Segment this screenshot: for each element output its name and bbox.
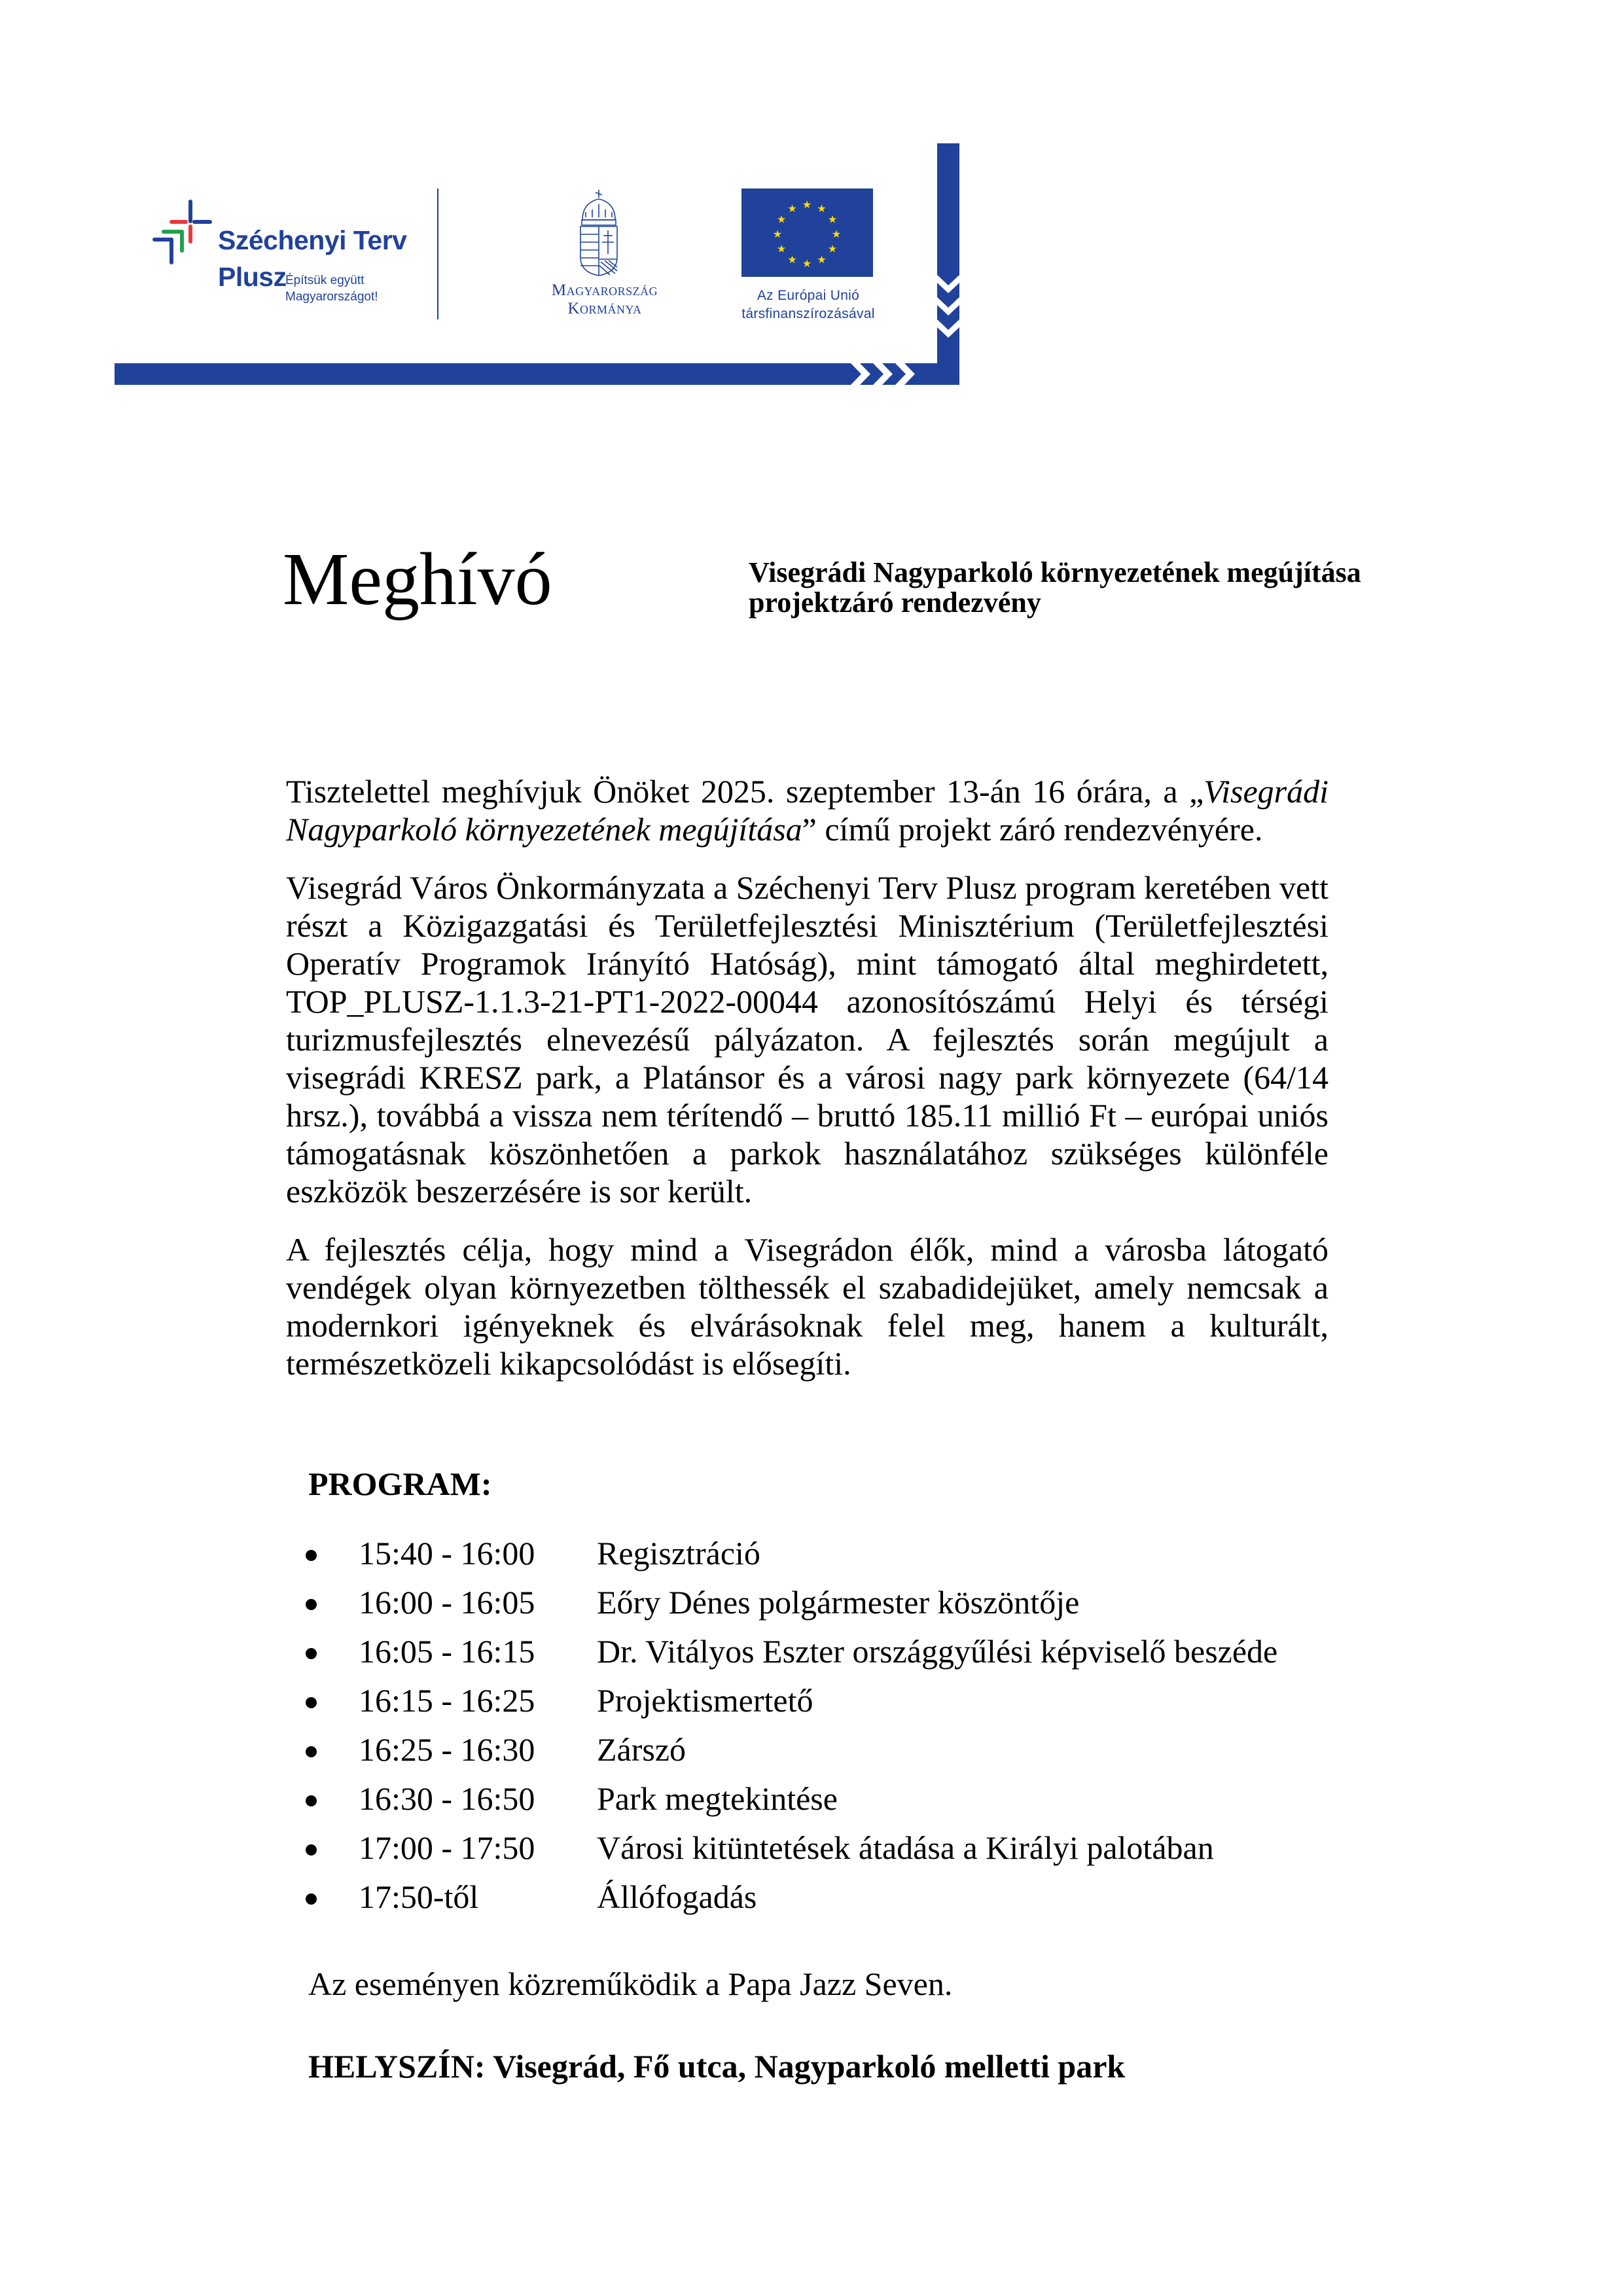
program-item-time: 16:00 - 16:05 (359, 1584, 535, 1621)
header-band-horizontal (115, 363, 959, 385)
program-item-description: Zárszó (597, 1731, 687, 1768)
project-goal-paragraph (286, 1230, 1329, 1382)
event-title-line-2: projektzáró rendezvény (749, 586, 1041, 619)
svg-text:★: ★ (776, 213, 787, 226)
program-item-description: Regisztráció (597, 1535, 760, 1571)
project-description-paragraph (286, 869, 1329, 1210)
program-item-time: 16:05 - 16:15 (359, 1633, 535, 1670)
event-title-line-1: Visegrádi Nagyparkoló környezetének megújítása (749, 556, 1361, 588)
eu-line-2: társfinanszírozásával (741, 306, 875, 321)
program-item-description: Projektismertető (597, 1682, 813, 1719)
program-item-time: 16:30 - 16:50 (359, 1780, 535, 1817)
invitation-outro: ” című projekt záró rendezvényére. (802, 811, 1263, 848)
project-description-text: Visegrád Város Önkormányzata a Széchenyi Terv Plusz program keretében vett részt a Közigazgatási és Területfejlesztési Minisztérium (Területfejlesztési Operatív Programok Irányító Hatóság), mint támogató által meghirdetett, TOP_PLUSZ-1.1.3-21-PT1-2022-00044 azonosítószámú Helyi és térségi turizmusfejlesztés elnevezésű pályázaton. A fejlesztés során megújult a visegrádi KRESZ park, a Platánsor és a városi nagy park környezete (64/14 hrsz.), továbbá a vissza nem térítendő – bruttó 185.11 millió Ft – európai uniós támogatásnak köszönhetően a parkok használatához szükséges különféle eszközök beszerzésére is sor került. (286, 869, 1329, 1210)
event-title (749, 558, 1361, 618)
svg-text:★: ★ (802, 198, 812, 211)
svg-text:★: ★ (827, 213, 838, 226)
government-line-2: Kormánya (567, 300, 642, 317)
svg-text:★: ★ (776, 242, 787, 255)
svg-text:★: ★ (802, 257, 812, 270)
szechenyi-logo-title: Széchenyi Terv (218, 225, 407, 255)
svg-text:★: ★ (817, 253, 827, 266)
szechenyi-logo-plusz: Plusz (218, 262, 287, 292)
program-item-description: Eőry Dénes polgármester köszöntője (597, 1584, 1080, 1621)
program-item-time: 17:00 - 17:50 (359, 1829, 535, 1866)
invitation-paragraph (286, 772, 1329, 848)
chevron-right-icon (851, 363, 942, 385)
logo-divider (437, 188, 438, 319)
program-item-description: Dr. Vitályos Eszter országgyűlési képviselő beszéde (597, 1633, 1278, 1670)
svg-text:★: ★ (831, 228, 842, 240)
svg-text:★: ★ (817, 202, 827, 215)
chevron-down-icon (937, 275, 959, 348)
eu-stars-icon (741, 188, 873, 277)
header-band-vertical (937, 143, 959, 385)
svg-text:★: ★ (827, 242, 838, 255)
svg-text:★: ★ (787, 202, 797, 215)
invitation-intro: Tisztelettel meghívjuk Önöket 2025. szeptember 13-án 16 órára, a „ (286, 773, 1204, 810)
eu-logo-text (717, 287, 900, 323)
invitation-project-name: Visegrádi Nagyparkoló környezetének megújítása (286, 773, 1329, 848)
svg-text:★: ★ (772, 228, 783, 240)
slogan-line-1: Építsük együtt (285, 274, 365, 287)
venue-line: HELYSZÍN: Visegrád, Fő utca, Nagyparkoló melletti park (308, 2048, 1126, 2085)
program-item-description: Állófogadás (597, 1878, 757, 1915)
eu-flag-icon (741, 188, 873, 277)
program-item-description: Park megtekintése (597, 1780, 838, 1817)
eu-line-1: Az Európai Unió (757, 288, 860, 303)
svg-text:★: ★ (787, 253, 797, 266)
program-item-description: Városi kitüntetések átadása a Királyi palotában (597, 1829, 1214, 1866)
page-title: Meghívó (283, 537, 552, 620)
slogan-line-2: Magyarországot! (285, 290, 378, 304)
government-line-1: Magyarország (551, 281, 658, 299)
coat-of-arms-icon (576, 188, 622, 277)
program-item-time: 17:50-től (359, 1878, 479, 1915)
program-item-time: 16:15 - 16:25 (359, 1682, 535, 1719)
performer-note: Az eseményen közreműködik a Papa Jazz Seven. (308, 1965, 953, 2002)
szechenyi-logo-slogan (285, 272, 378, 305)
szechenyi-cross-icon (152, 196, 215, 267)
program-heading: PROGRAM: (308, 1465, 492, 1502)
project-goal-text: A fejlesztés célja, hogy mind a Visegrádon élők, mind a városba látogató vendégek olyan környezetben tölthessék el szabadidejüket, amely nemcsak a modernkori igényeknek és elvárásoknak felel meg, hanem a kulturált, természetközeli kikapcsolódást is elősegíti. (286, 1231, 1329, 1382)
program-item-time: 16:25 - 16:30 (359, 1731, 535, 1768)
program-item-time: 15:40 - 16:00 (359, 1535, 535, 1571)
government-logo-text (529, 281, 681, 318)
